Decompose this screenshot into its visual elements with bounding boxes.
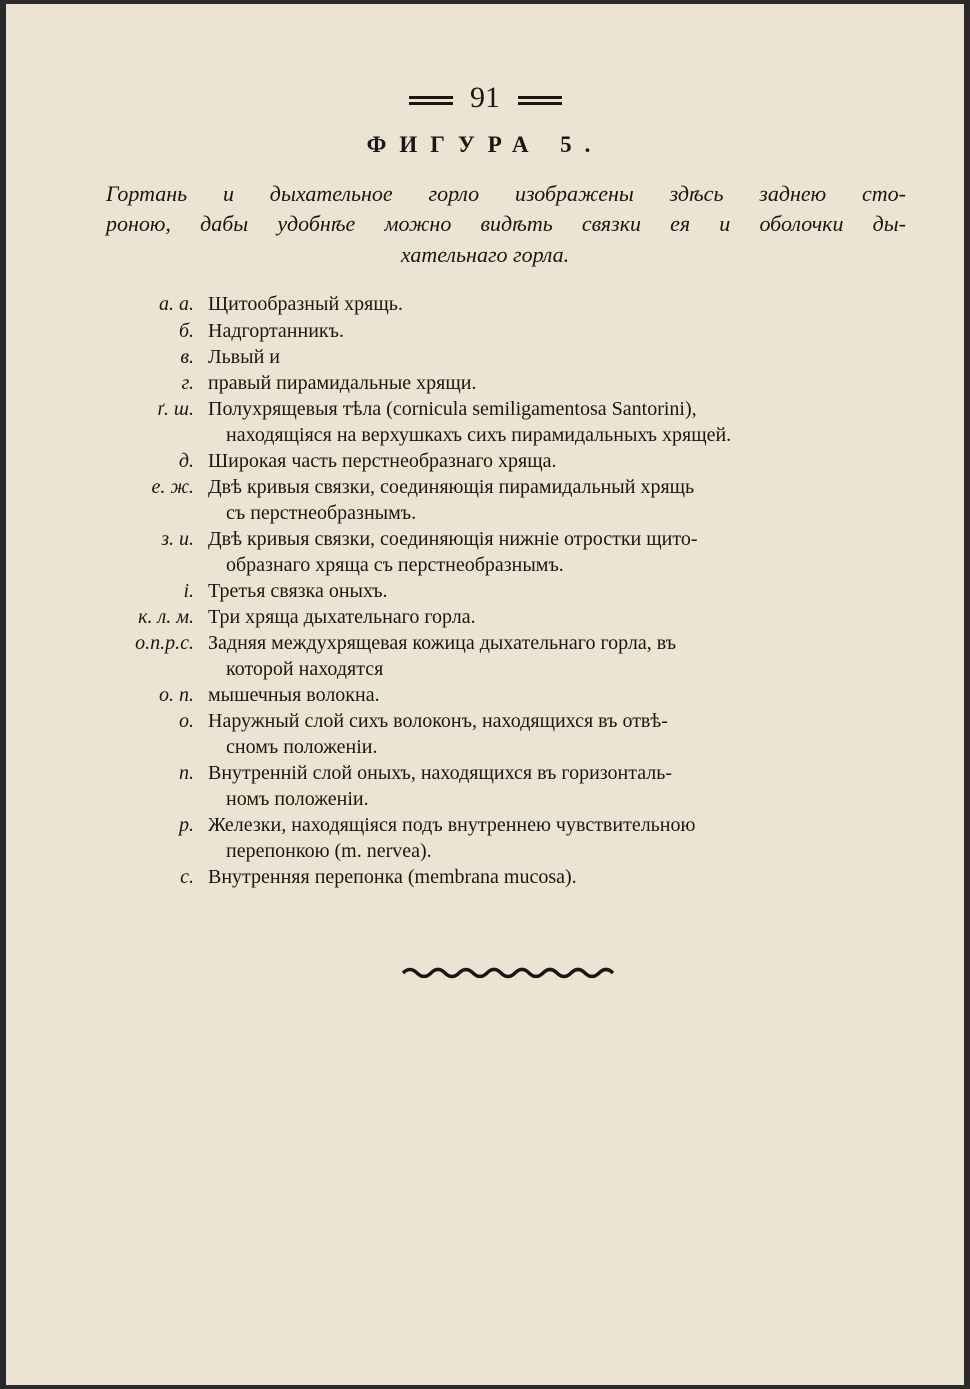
entry-continuation: съ перстнеобразнымъ. <box>226 502 417 524</box>
entry-text: Надгортанникъ. <box>208 320 344 342</box>
entry-label: ґ. ш. <box>157 398 194 420</box>
entry-continuation: образнаго хряща съ перстнеобразнымъ. <box>226 554 564 576</box>
entry-text: Широкая часть перстнеобразнаго хряща. <box>208 450 557 472</box>
header-rule-left <box>409 96 453 105</box>
entry-continuation: номъ положеніи. <box>226 788 369 810</box>
entry-continuation: находящіяся на верхушкахъ сихъ пирамидальныхъ хрящей. <box>226 424 732 446</box>
entry-label: п. <box>179 762 194 784</box>
entry-text: Щитообразный хрящь. <box>208 293 403 315</box>
entry-label: б. <box>178 320 194 342</box>
caption-line-1: Гортань и дыхательное горло изображены здѣсь заднею сто- <box>106 181 906 206</box>
decorative-ornament <box>401 964 621 982</box>
entry-text: Полухрящевыя тѣла (corniculа semiligamentosa Santorini), <box>208 398 697 420</box>
entry-text: правый пирамидальные хрящи. <box>208 372 477 394</box>
entry-label: г. <box>181 372 194 394</box>
entry-label: в. <box>180 346 194 368</box>
entry-text: Двѣ кривыя связки, соединяющія нижніе отростки щито- <box>208 528 698 550</box>
entry-label: р. <box>179 814 194 836</box>
entry-label: к. л. м. <box>138 606 194 628</box>
entry-text: мышечныя волокна. <box>208 684 380 706</box>
entry-text: Внутренняя перепонка (membrana mucosa). <box>208 866 577 888</box>
entry-continuation: перепонкою (m. nervea). <box>226 840 432 862</box>
entry-label: о. п. <box>159 684 194 706</box>
entry-text: Двѣ кривыя связки, соединяющія пирамидальный хрящь <box>208 476 695 498</box>
entry-text: Третья связка оныхъ. <box>208 580 388 602</box>
page-number: 91 <box>470 81 500 114</box>
entry-text: Наружный слой сихъ волоконъ, находящихся въ отвѣ- <box>208 710 668 732</box>
entry-label: о.п.р.с. <box>135 632 194 654</box>
entry-label: с. <box>180 866 194 888</box>
entry-label: і. <box>183 580 194 602</box>
caption-line-3: хательнаго горла. <box>400 242 570 267</box>
header-rule-right <box>518 96 562 105</box>
entry-text: Львый и <box>208 346 280 368</box>
entry-label: а. а. <box>159 293 194 315</box>
entry-text: Внутренній слой оныхъ, находящихся въ горизонталь- <box>208 762 673 784</box>
entry-label: з. и. <box>161 528 194 550</box>
figure-caption <box>106 179 906 239</box>
entry-label: д. <box>178 450 194 472</box>
book-page <box>6 4 964 1385</box>
entry-label: е. ж. <box>151 476 194 498</box>
entry-continuation: сномъ положеніи. <box>226 736 378 758</box>
figure-title: ФИГУРА 5. <box>366 132 604 157</box>
entry-label: о. <box>179 710 194 732</box>
entry-continuation: которой находятся <box>226 658 384 680</box>
entry-text: Три хряща дыхательнаго горла. <box>208 606 476 628</box>
entry-text: Задняя междухрящевая кожица дыхательнаго горла, въ <box>208 632 677 654</box>
page-header <box>6 82 964 114</box>
entry-text: Железки, находящіяся подъ внутреннею чувствительною <box>208 814 696 836</box>
caption-line-2: роною, дабы удобнѣе можно видѣть связки ея и оболочки ды- <box>106 211 906 236</box>
